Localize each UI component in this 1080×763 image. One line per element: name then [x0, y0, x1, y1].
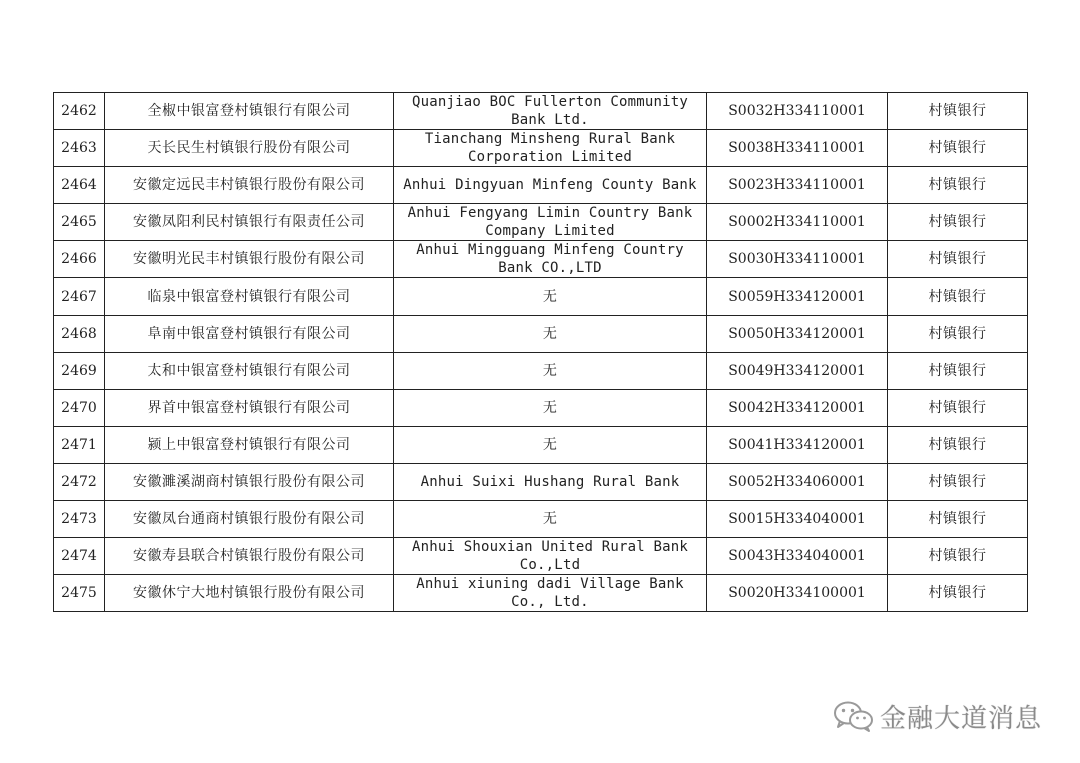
bank-name-en: Anhui xiuning dadi Village Bank Co., Ltd.: [394, 575, 707, 612]
institution-code: S0020H334100001: [707, 575, 888, 612]
bank-type: 村镇银行: [888, 241, 1028, 278]
bank-name-cn: 天长民生村镇银行股份有限公司: [105, 130, 394, 167]
bank-type: 村镇银行: [888, 463, 1028, 500]
table-row: [54, 278, 1028, 315]
bank-type: 村镇银行: [888, 352, 1028, 389]
institution-code: S0041H334120001: [707, 426, 888, 463]
institution-code: S0052H334060001: [707, 463, 888, 500]
institution-code: S0030H334110001: [707, 241, 888, 278]
bank-name-cn: 安徽凤台通商村镇银行股份有限公司: [105, 501, 394, 538]
bank-list-table: [53, 92, 1028, 612]
bank-type: 村镇银行: [888, 575, 1028, 612]
bank-name-en: 无: [394, 426, 707, 463]
institution-code: S0043H334040001: [707, 538, 888, 575]
bank-name-cn: 临泉中银富登村镇银行有限公司: [105, 278, 394, 315]
bank-list-table-container: [53, 92, 1026, 612]
table-row: [54, 93, 1028, 130]
table-row: [54, 575, 1028, 612]
bank-name-en: Anhui Mingguang Minfeng Country Bank CO.,LTD: [394, 241, 707, 278]
bank-name-cn: 安徽凤阳利民村镇银行有限责任公司: [105, 204, 394, 241]
bank-name-cn: 太和中银富登村镇银行有限公司: [105, 352, 394, 389]
bank-type: 村镇银行: [888, 501, 1028, 538]
bank-name-en: Anhui Dingyuan Minfeng County Bank: [394, 167, 707, 204]
row-number: 2464: [54, 167, 105, 204]
bank-name-cn: 安徽濉溪湖商村镇银行股份有限公司: [105, 463, 394, 500]
table-row: [54, 204, 1028, 241]
bank-name-en: 无: [394, 501, 707, 538]
institution-code: S0059H334120001: [707, 278, 888, 315]
bank-name-cn: 安徽寿县联合村镇银行股份有限公司: [105, 538, 394, 575]
bank-type: 村镇银行: [888, 130, 1028, 167]
bank-name-cn: 全椒中银富登村镇银行有限公司: [105, 93, 394, 130]
bank-name-cn: 颍上中银富登村镇银行有限公司: [105, 426, 394, 463]
bank-type: 村镇银行: [888, 315, 1028, 352]
bank-name-en: 无: [394, 352, 707, 389]
table-row: [54, 389, 1028, 426]
row-number: 2471: [54, 426, 105, 463]
wechat-icon: [832, 699, 876, 733]
bank-type: 村镇银行: [888, 426, 1028, 463]
row-number: 2465: [54, 204, 105, 241]
row-number: 2463: [54, 130, 105, 167]
bank-name-en: Tianchang Minsheng Rural Bank Corporation Limited: [394, 130, 707, 167]
bank-type: 村镇银行: [888, 278, 1028, 315]
bank-name-cn: 安徽定远民丰村镇银行股份有限公司: [105, 167, 394, 204]
table-row: [54, 538, 1028, 575]
bank-name-cn: 安徽明光民丰村镇银行股份有限公司: [105, 241, 394, 278]
row-number: 2469: [54, 352, 105, 389]
bank-name-en: Quanjiao BOC Fullerton Community Bank Ltd.: [394, 93, 707, 130]
bank-name-en: Anhui Suixi Hushang Rural Bank: [394, 463, 707, 500]
bank-type: 村镇银行: [888, 204, 1028, 241]
table-row: [54, 315, 1028, 352]
row-number: 2468: [54, 315, 105, 352]
table-row: [54, 426, 1028, 463]
table-row: [54, 241, 1028, 278]
institution-code: S0050H334120001: [707, 315, 888, 352]
row-number: 2466: [54, 241, 105, 278]
institution-code: S0015H334040001: [707, 501, 888, 538]
row-number: 2472: [54, 463, 105, 500]
bank-name-cn: 阜南中银富登村镇银行有限公司: [105, 315, 394, 352]
watermark: [832, 696, 1042, 736]
bank-type: 村镇银行: [888, 389, 1028, 426]
institution-code: S0038H334110001: [707, 130, 888, 167]
bank-type: 村镇银行: [888, 93, 1028, 130]
row-number: 2470: [54, 389, 105, 426]
institution-code: S0042H334120001: [707, 389, 888, 426]
bank-name-en: Anhui Fengyang Limin Country Bank Company Limited: [394, 204, 707, 241]
row-number: 2474: [54, 538, 105, 575]
institution-code: S0032H334110001: [707, 93, 888, 130]
row-number: 2475: [54, 575, 105, 612]
bank-name-en: 无: [394, 315, 707, 352]
bank-type: 村镇银行: [888, 167, 1028, 204]
institution-code: S0049H334120001: [707, 352, 888, 389]
row-number: 2473: [54, 501, 105, 538]
bank-type: 村镇银行: [888, 538, 1028, 575]
table-row: [54, 352, 1028, 389]
bank-name-en: 无: [394, 389, 707, 426]
table-body: [54, 93, 1028, 612]
institution-code: S0002H334110001: [707, 204, 888, 241]
table-row: [54, 463, 1028, 500]
bank-name-cn: 界首中银富登村镇银行有限公司: [105, 389, 394, 426]
institution-code: S0023H334110001: [707, 167, 888, 204]
bank-name-en: 无: [394, 278, 707, 315]
table-row: [54, 501, 1028, 538]
table-row: [54, 130, 1028, 167]
table-row: [54, 167, 1028, 204]
bank-name-en: Anhui Shouxian United Rural Bank Co.,Ltd: [394, 538, 707, 575]
row-number: 2467: [54, 278, 105, 315]
row-number: 2462: [54, 93, 105, 130]
bank-name-cn: 安徽休宁大地村镇银行股份有限公司: [105, 575, 394, 612]
watermark-text: 金融大道消息: [880, 703, 1043, 734]
